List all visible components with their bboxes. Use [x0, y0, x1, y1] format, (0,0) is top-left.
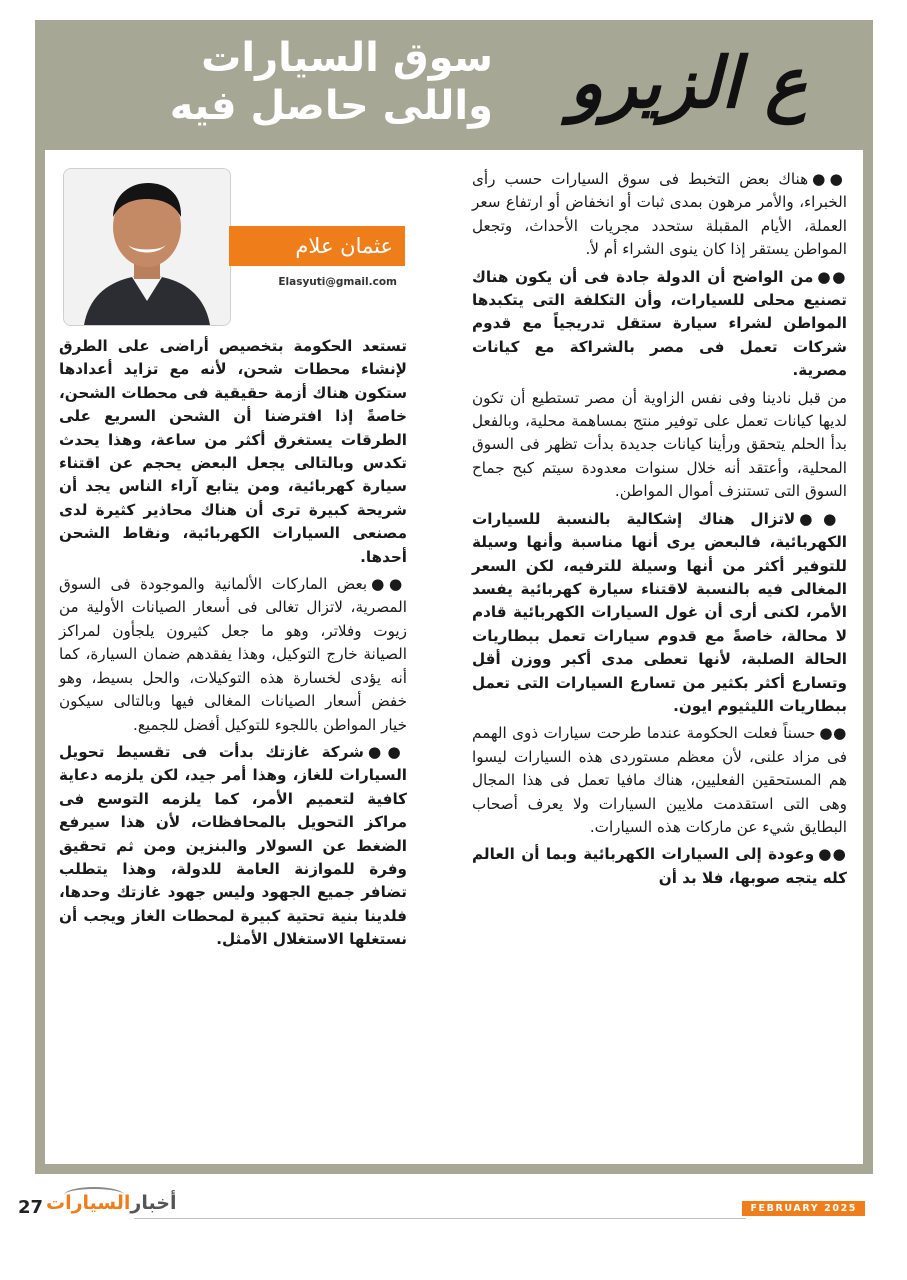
issue-date: FEBRUARY 2025 — [742, 1201, 865, 1216]
title-line-1: سوق السيارات — [201, 35, 493, 81]
paragraph: من قبل نادينا وفى نفس الزاوية أن مصر تستطيع أن تكون لديها كيانات تعمل على توفير منتج بمساهمة محلية، وبالفعل بدأ الحلم يتحقق ورأينا كيانات جديدة بدأت تظهر فى السوق المحلية، وأعتقد أنه خلال سنوات معدودة سيتم كبح جماح السوق التى تستنزف أموال المواطن. — [472, 388, 847, 501]
author-photo — [63, 168, 231, 326]
bullet-icon: ●● — [817, 267, 847, 286]
article-title — [153, 34, 493, 130]
title-line-2: واللى حاصل فيه — [169, 83, 493, 129]
article-frame — [35, 20, 873, 1174]
magazine-logo — [46, 1192, 176, 1214]
paragraph: ●●لاتزال هناك إشكالية بالنسبة للسيارات الكهربائية، فالبعض يرى أنها مناسبة وأنها وسيلة للتوفير أكثر من أنها وسيلة للترفيه، لكن السعر المغالى فيه بالنسبة لاقتناء سيارة كهربائية يفسد الأمر، لكنى أرى أن غول السيارات الكهربائية قادم لا محالة، خاصةً مع قدوم سيارات تعمل ببطاريات الحالة الصلبة، لأنها تعطى مدى أكبر ووزن أقل وتسارع أكثر بكثير من تسارع السيارات التى تعمل ببطاريات الليثيوم ايون. — [472, 509, 847, 715]
author-name: عثمان علام — [229, 226, 405, 266]
bullet-icon: ●● — [818, 845, 847, 864]
author-email: Elasyuti@gmail.com — [278, 276, 397, 288]
author-box — [65, 168, 401, 328]
paragraph: تستعد الحكومة بتخصيص أراضى على الطرق لإنشاء محطات شحن، لأنه مع تزايد أعدادها ستكون هناك أزمة حقيقية فى محطات الشحن، خاصةً إذا افترضنا أن الشحن السريع على الطرقات يستغرق أكثر من ساعة، وهذا يحدث تكدس وبالتالى يجعل البعض يحجم عن اقتناء سيارة كهربائية، ومن يتابع آراء الناس يجد أن شريحة كبيرة ترى أن هناك محاذير كثيرة لدى مصنعى السيارات الكهربائية، ونقاط الشحن أحدها. — [59, 337, 407, 566]
paragraph: ●●بعض الماركات الألمانية والموجودة فى السوق المصرية، لاتزال تغالى فى أسعار الصيانات الأولية من زيوت وفلاتر، وهو ما جعل كثيرون يلجأون لمراكز الصيانة خارج التوكيل، وهذا يفقدهم ضمان السيارة، كما أنه يؤدى لخسارة هذه التوكيلات، والحل بسيط، وهو خفض أسعار الصيانات المغالى فيها وبالتالى سيكون خيار المواطن باللجوء للتوكيل أفضل للجميع. — [59, 575, 407, 734]
page-footer — [0, 1192, 907, 1232]
bullet-icon: ●● — [368, 742, 407, 761]
bullet-icon: ●● — [819, 724, 847, 743]
paragraph: ●●شركة غازتك بدأت فى تقسيط تحويل السيارات للغاز، وهذا أمر جيد، لكن يلزمه دعاية كافية لتعميم الأمر، كما يلزمه التوسع فى مراكز التحويل بالمحافظات، لأن هذا سيرفع الضغط عن السولار والبنزين ومن ثم تحقيق وفرة للموازنة العامة للدولة، وهذا يتطلب تضافر جميع الجهود وليس جهود غازتك وحدها، فلدينا بنية تحتية كبيرة لمحطات الغاز ويجب أن نستغلها الاستغلال الأمثل. — [59, 742, 407, 949]
magazine-logo-part-1: أخبار — [130, 1192, 177, 1214]
paragraph: ●●هناك بعض التخبط فى سوق السيارات حسب رأى الخبراء، والأمر مرهون بمدى ثبات أو انخفاض أو ارتفاع سعر العملة، الأيام المقبلة ستحدد مجريات الأحداث، وتجعل المواطن يستقر إذا كان ينوى الشراء أم لأ. — [472, 170, 847, 259]
page-number: 27 — [18, 1197, 44, 1218]
left-column — [59, 335, 407, 956]
paragraph: ●●من الواضح أن الدولة جادة فى أن يكون هناك تصنيع محلى للسيارات، وأن التكلفة التى يتكبدها المواطن لشراء سيارة ستقل تدريجياً مع قدوم شركات تعمل فى مصر بالشراكة مع كيانات مصرية. — [472, 267, 847, 380]
right-column — [472, 168, 847, 894]
bullet-icon: ●● — [799, 509, 847, 528]
footer-divider — [134, 1218, 746, 1219]
column-name-logo: ع الزيرو — [569, 41, 807, 124]
article-body — [45, 150, 863, 1164]
magazine-logo-part-2: السيارات — [46, 1192, 131, 1214]
paragraph: ●●حسناً فعلت الحكومة عندما طرحت سيارات ذوى الهمم فى مزاد علنى، لأن معظم مستوردى هذه السيارات ليسوا هم المستحقين الفعليين، هناك مافيا تعمل فى هذا المجال وهى التى استقدمت ملايين السيارات ولا يعرف أصحاب البطايق شيء عن ماركات هذه السيارات. — [472, 724, 847, 836]
bullet-icon: ●● — [371, 575, 407, 594]
bullet-icon: ●● — [812, 170, 847, 188]
article-header — [35, 20, 873, 148]
paragraph: ●●وعودة إلى السيارات الكهربائية وبما أن العالم كله يتجه صوبها، فلا بد أن — [472, 845, 847, 887]
